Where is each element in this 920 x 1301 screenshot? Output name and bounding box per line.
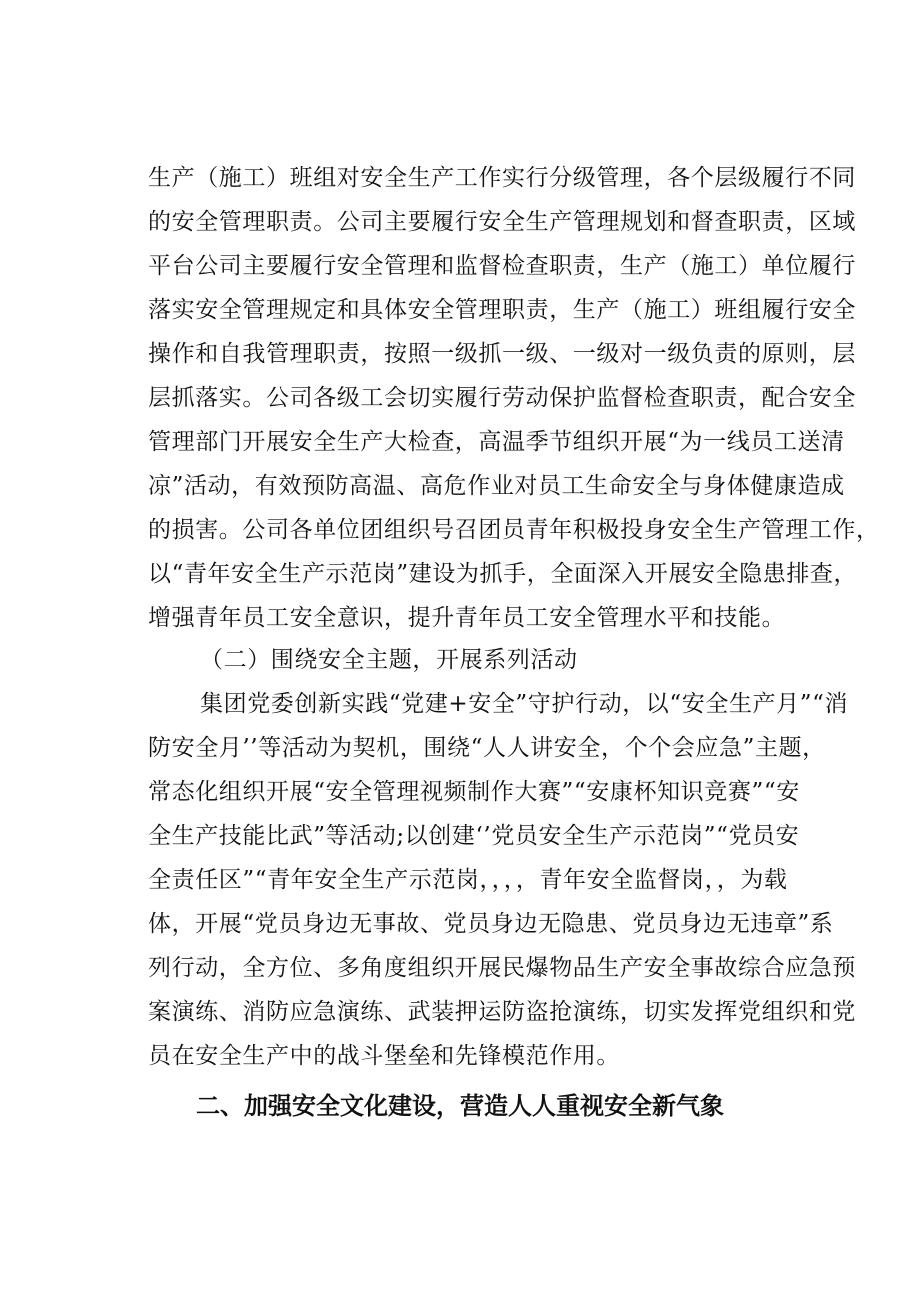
- paragraph-2-line-3: 常态化组织开展“安全管理视频制作大赛”“安康杯知识竞赛”“安: [148, 779, 800, 805]
- paragraph-2-line-8: 案演练、消防应急演练、武装押运防盗抢演练，切实发挥党组织和党: [148, 999, 856, 1025]
- paragraph-2-line-2: 防安全月’’等活动为契机，围绕“人人讲安全，个个会应急”主题，: [148, 735, 826, 761]
- paragraph-2-line-6: 体，开展“党员身边无事故、党员身边无隐患、党员身边无违章”系: [148, 911, 834, 937]
- paragraph-1-line-8: 凉”活动，有效预防高温、高危作业对员工生命安全与身体健康造成: [148, 473, 845, 499]
- paragraph-2-line-7: 列行动，全方位、多角度组织开展民爆物品生产安全事故综合应急预: [148, 955, 856, 981]
- paragraph-1-line-2: 的安全管理职责。公司主要履行安全生产管理规划和督查职责，区域: [148, 209, 856, 235]
- paragraph-1-line-10: 以“青年安全生产示范岗”建设为抓手，全面深入开展安全隐患排查，: [148, 561, 858, 587]
- paragraph-1-line-5: 操作和自我管理职责，按照一级抓一级、一级对一级负责的原则，层: [148, 341, 856, 367]
- paragraph-2-line-4: 全生产技能比武”等活动;以创建‘’党员安全生产示范岗”“党员安: [148, 823, 800, 849]
- paragraph-1-line-7: 管理部门开展安全生产大检查，高温季节组织开展“为一线员工送清: [148, 429, 845, 455]
- paragraph-1-line-1: 生产（施工）班组对安全生产工作实行分级管理，各个层级履行不同: [148, 165, 856, 191]
- paragraph-1-line-11: 增强青年员工安全意识，提升青年员工安全管理水平和技能。: [148, 605, 786, 631]
- paragraph-1-line-4: 落实安全管理规定和具体安全管理职责，生产（施工）班组履行安全: [148, 297, 856, 323]
- paragraph-1-line-6: 层抓落实。公司各级工会切实履行劳动保护监督检查职责，配合安全: [148, 385, 856, 411]
- paragraph-2-line-1: 集团党委创新实践“党建+安全”守护行动，以“安全生产月”“消: [200, 691, 849, 717]
- subheading: （二）围绕安全主题，开展系列活动: [200, 647, 578, 673]
- paragraph-1-line-3: 平台公司主要履行安全管理和监督检查职责，生产（施工）单位履行: [148, 253, 856, 279]
- paragraph-2-line-5: 全责任区”“青年安全生产示范岗，，，，青年安全监督岗，，为载: [148, 867, 788, 893]
- section-heading: 二、加强安全文化建设，营造人人重视安全新气象: [196, 1092, 724, 1120]
- paragraph-2-line-9: 员在安全生产中的战斗堡垒和先锋模范作用。: [148, 1043, 620, 1069]
- paragraph-1-line-9: 的损害。公司各单位团组织号召团员青年积极投身安全生产管理工作，: [148, 517, 880, 543]
